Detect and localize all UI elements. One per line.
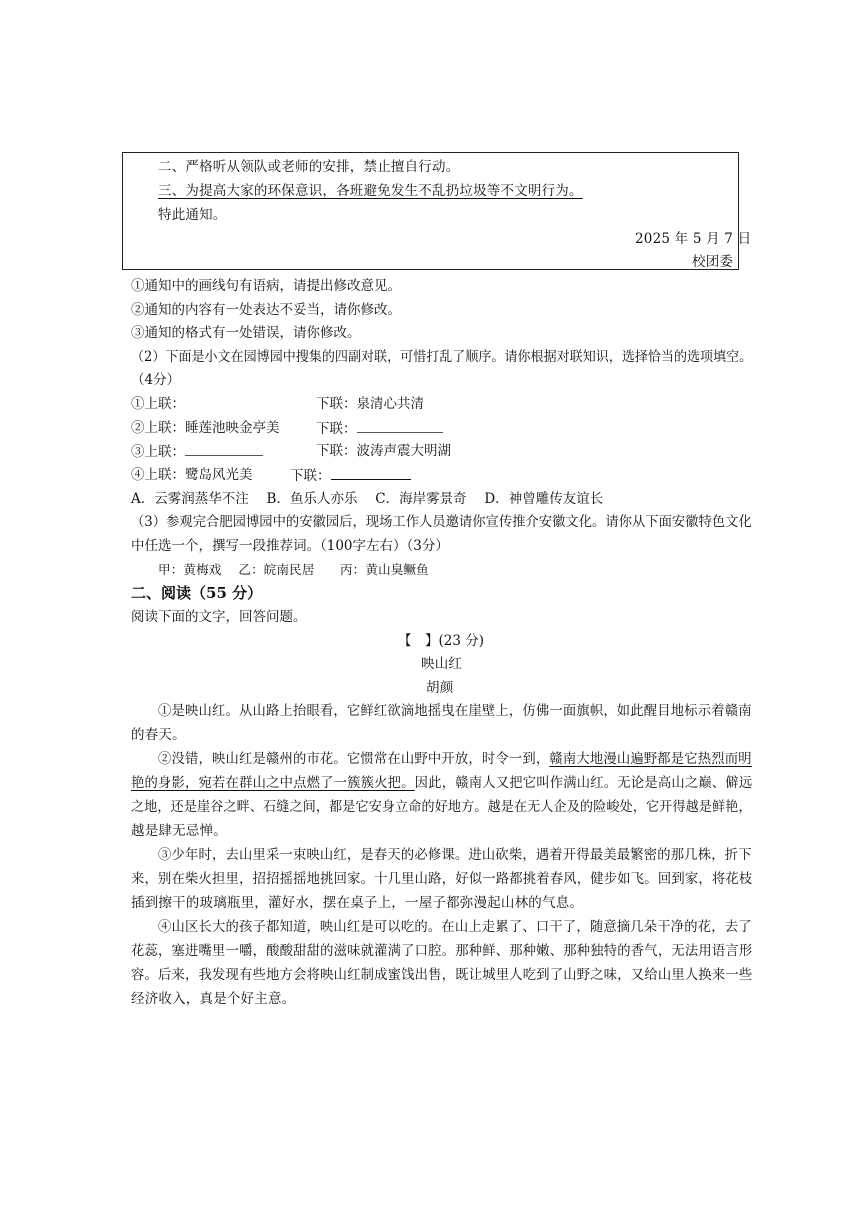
- para-2-line-2: [131, 773, 752, 793]
- para-4-line-4: 经济收入，真是个好主意。: [131, 991, 296, 1007]
- q2-stem-line-2: （4分）: [131, 372, 181, 388]
- q1-item-3: ③通知的格式有一处错误，请你修改。: [131, 325, 361, 341]
- couplet-3-lower: 下联：波涛声震大明湖: [316, 443, 451, 459]
- q3-stem-line-1: （3）参观完合肥园博园中的安徽园后，现场工作人员邀请你宣传推介安徽文化。请你从下面安徽特色文化: [131, 514, 752, 530]
- couplet-2-lower-text: 下联：: [316, 421, 357, 437]
- couplet-3-blank[interactable]: [185, 441, 263, 456]
- q1-item-1: ①通知中的画线句有语病，请提出修改意见。: [131, 278, 401, 294]
- para-1-line-2: 的春天。: [131, 727, 186, 743]
- notice-line-3-underlined: 三、为提高大家的环保意识，各班避免发生不乱扔垃圾等不文明行为。: [158, 183, 583, 199]
- couplet-4-lower-label: [290, 465, 411, 486]
- couplet-2-upper: ②上联：睡莲池映金亭美: [131, 420, 280, 436]
- couplet-4-upper: ④上联：鹭岛风光美: [131, 467, 253, 483]
- reading-section-title: 二、阅读（55 分）: [131, 584, 263, 602]
- para-2-line-1: [158, 749, 752, 769]
- para-2-line-3: 之地，还是崖谷之畔、石缝之间，都是它安身立命的好地方。越是在无人企及的险峻处，它开得越是鲜艳，: [131, 799, 752, 815]
- notice-line-4: 特此通知。: [158, 207, 227, 223]
- para-3-line-1: ③少年时，去山里采一束映山红，是春天的必修课。进山砍柴，遇着开得最美最繁密的那几株，折下: [158, 847, 752, 863]
- article-title: 映山红: [421, 656, 463, 672]
- couplet-1-lower: 下联：泉清心共清: [316, 396, 424, 412]
- para-4-line-2: 花蕊，塞进嘴里一嚼，酸酸甜甜的滋味就灌满了口腔。那种鲜、那种嫩、那种独特的香气，无法用语言形: [131, 943, 753, 959]
- couplet-4-blank[interactable]: [331, 465, 411, 480]
- couplet-3-upper-label: [131, 441, 263, 462]
- notice-line-2: 二、严格听从领队或老师的安排，禁止擅自行动。: [158, 159, 460, 175]
- para-3-line-3: 插到擦干的玻璃瓶里，灌好水，摆在桌子上，一屋子都弥漫起山林的气息。: [131, 895, 584, 911]
- para-3-line-2: 来，别在柴火担里，招招摇摇地挑回家。十几里山路，好似一路都挑着春风，健步如飞。回到家，将花枝: [131, 871, 753, 887]
- q2-options: A．云雾润蒸华不注 B．鱼乐人亦乐 C．海岸雾景奇 D．神曾雕传友谊长: [131, 491, 604, 507]
- couplet-2-blank[interactable]: [357, 418, 443, 433]
- para-1-line-1: ①是映山红。从山路上抬眼看，它鲜红欲滴地摇曳在崖壁上，仿佛一面旗帜，如此醒目地标示着赣南: [158, 703, 752, 719]
- para-4-line-3: 容。后来，我发现有些地方会将映山红制成蜜饯出售，既让城里人吃到了山野之味，又给山里人换来一些: [131, 967, 753, 983]
- para-2-line-1-text: ②没错，映山红是赣州的市花。它惯常在山野中开放，时令一到，: [158, 751, 550, 767]
- notice-date: 2025 年 5 月 7 日: [635, 231, 752, 247]
- couplet-4-lower-text: 下联：: [290, 468, 331, 484]
- couplet-2-lower-label: [316, 418, 443, 439]
- para-2-line-4: 越是肆无忌惮。: [131, 823, 227, 839]
- reading-instruction: 阅读下面的文字，回答问题。: [131, 609, 307, 625]
- article-author: 胡颜: [426, 680, 454, 696]
- para-2-line-2-text: 因此，赣南人又把它叫作满山红。无论是高山之巅、僻远: [414, 775, 753, 791]
- para-2-underlined-sentence-start: 赣南大地漫山遍野都是它热烈而明: [549, 751, 752, 767]
- q2-stem-line-1: （2）下面是小文在园博园中搜集的四副对联，可惜打乱了顺序。请你根据对联知识，选择恰当的选项填空。: [131, 349, 753, 365]
- para-2-underlined-sentence-end: 艳的身影，宛若在群山之中点燃了一簇簇火把。: [131, 775, 415, 791]
- q1-item-2: ②通知的内容有一处表达不妥当，请你修改。: [131, 302, 401, 318]
- couplet-3-upper-text: ③上联：: [131, 444, 185, 460]
- notice-issuer: 校团委: [692, 254, 734, 270]
- q3-choices: 甲：黄梅戏 乙：皖南民居 丙：黄山臭鳜鱼: [158, 562, 429, 577]
- para-4-line-1: ④山区长大的孩子都知道，映山红是可以吃的。在山上走累了、口干了，随意摘几朵干净的花，去了: [158, 919, 752, 935]
- reading-part-label: 【 】(23 分): [398, 633, 485, 649]
- q3-stem-line-2: 中任选一个，撰写一段推荐词。（100字左右）（3分）: [131, 538, 449, 554]
- couplet-1-upper: ①上联：: [131, 396, 185, 412]
